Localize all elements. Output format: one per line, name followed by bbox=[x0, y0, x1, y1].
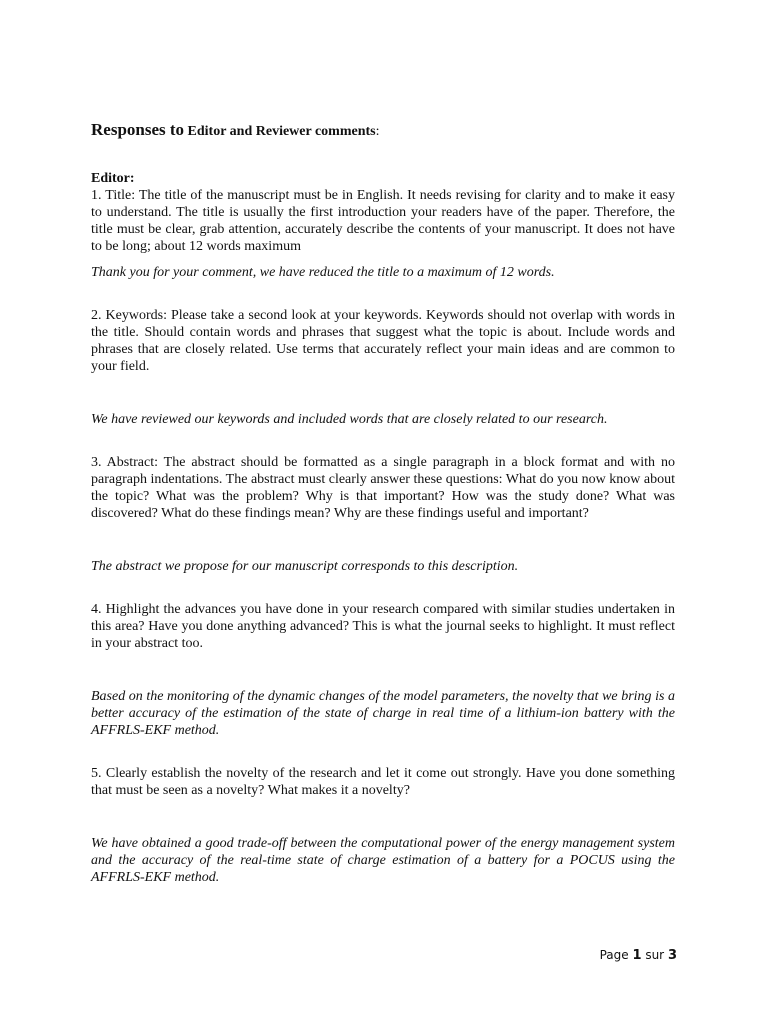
response-1: Thank you for your comment, we have reduced the title to a maximum of 12 words. bbox=[91, 265, 555, 280]
comment-5: 5. Clearly establish the novelty of the research and let it come out strongly. Have you done something that must be seen as a novelty? What makes it a novelty? bbox=[91, 766, 675, 798]
sur-word: sur bbox=[645, 948, 665, 962]
page-current: 1 bbox=[632, 948, 642, 963]
response-3: The abstract we propose for our manuscript corresponds to this description. bbox=[91, 559, 519, 574]
heading-rest: Editor and Reviewer comments bbox=[184, 124, 376, 139]
response-2: We have reviewed our keywords and included words that are closely related to our research. bbox=[91, 412, 608, 427]
comment-1: 1. Title: The title of the manuscript must be in English. It needs revising for clarity and to make it easy to understand. The title is usually the first introduction your readers have of the paper. Therefore, the title must be clear, grab attention, accurately describe the contents of your manuscript. It does not have to be long; about 12 words maximum bbox=[91, 188, 675, 254]
response-5: We have obtained a good trade-off between the computational power of the energy management system and the accuracy of the real-time state of charge estimation of a battery for a POCUS using the AFFRLS-EKF method. bbox=[91, 836, 675, 885]
page-total: 3 bbox=[667, 948, 677, 963]
heading-colon: : bbox=[375, 124, 380, 139]
page-word: Page bbox=[599, 948, 629, 962]
page-footer bbox=[600, 946, 677, 965]
document-body bbox=[91, 112, 675, 886]
comment-4: 4. Highlight the advances you have done in your research compared with similar studies undertaken in this area? Have you done anything advanced? This is what the journal seeks to highlight. It must reflect in your abstract too. bbox=[91, 602, 675, 651]
comment-2: 2. Keywords: Please take a second look at your keywords. Keywords should not overlap with words in the title. Should contain words and phrases that suggest what the topic is about. Include words and phrases that are closely related. Use terms that accurately reflect your main ideas and are common to your field. bbox=[91, 308, 675, 374]
comment-3: 3. Abstract: The abstract should be formatted as a single paragraph in a block format and with no paragraph indentations. The abstract must clearly answer these questions: What do you now know about the topic? What was the problem? Why is that important? How was the study done? What was discovered? What do these findings mean? Why are these findings useful and important? bbox=[91, 455, 675, 521]
editor-label: Editor: bbox=[91, 171, 135, 186]
response-4: Based on the monitoring of the dynamic changes of the model parameters, the novelty that we bring is a better accuracy of the estimation of the state of charge in real time of a lithium-ion battery with the AFFRLS-EKF method. bbox=[91, 689, 675, 738]
heading-lead: Responses to bbox=[91, 120, 185, 139]
document-heading bbox=[91, 112, 675, 144]
